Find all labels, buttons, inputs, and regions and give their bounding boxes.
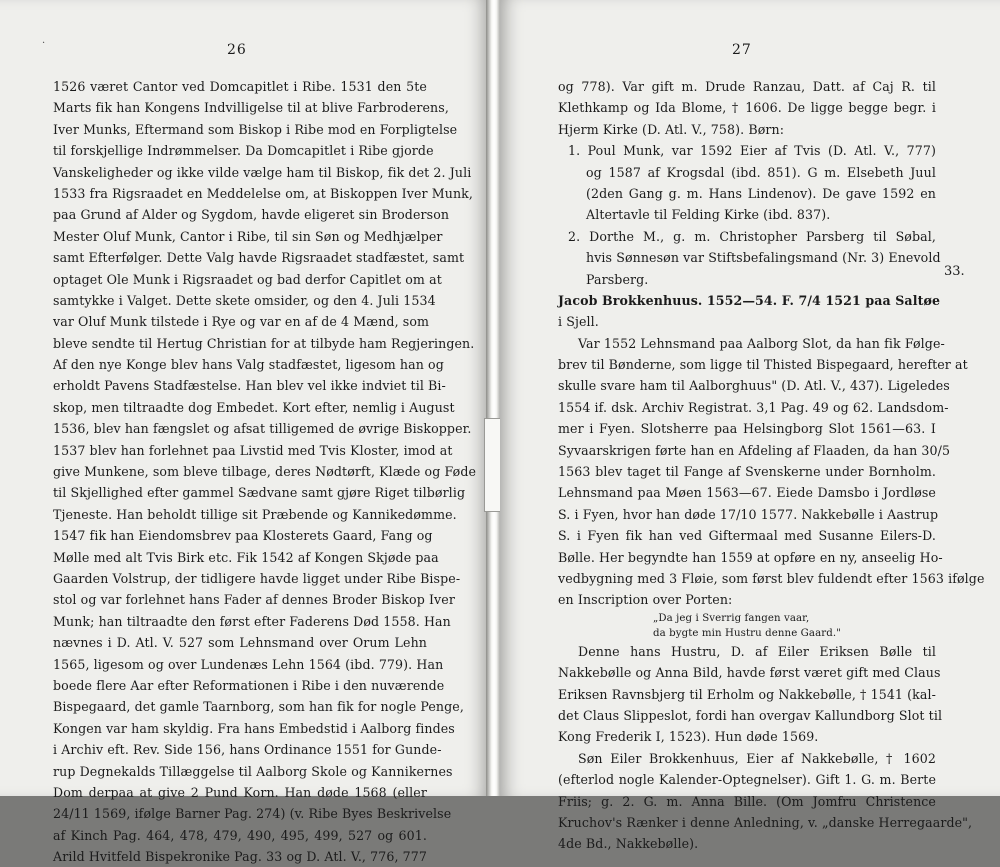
text-line: Nakkebølle og Anna Bild, havde først været gift med Claus [558, 665, 941, 681]
text-line: Iver Munks, Eftermand som Biskop i Ribe mod en Forpligtelse [53, 121, 458, 137]
text-line: var Oluf Munk tilstede i Rye og var en af de 4 Mænd, som [53, 314, 430, 330]
text-line: samtykke i Valget. Dette skete omsider, og den 4. Juli 1534 [53, 292, 436, 308]
text-line: Kong Frederik I, 1523). Hun døde 1569. [558, 729, 819, 745]
text-line: paa Grund af Alder og Sygdom, havde eligeret sin Broderson [53, 207, 450, 223]
text-line: rup Degnekalds Tillæggelse til Aalborg Skole og Kannikernes [53, 763, 453, 779]
speck-mark: · [42, 38, 46, 49]
text-line: (2den Gang g. m. Hans Lindenov). De gave 1592 en [586, 185, 936, 201]
text-line: give Munkene, som bleve tilbage, deres Nødtørft, Klæde og Føde [53, 464, 477, 480]
text-line: af Kinch Pag. 464, 478, 479, 490, 495, 499, 527 og 601. [53, 827, 427, 843]
text-line: brev til Bønderne, som ligge til Thisted Bispegaard, herefter at [558, 357, 968, 373]
text-line: 1537 blev han forlehnet paa Livstid med Tvis Kloster, imod at [53, 442, 453, 458]
text-line: 1554 if. dsk. Archiv Registrat. 3,1 Pag. 49 og 62. Landsdom- [558, 399, 949, 415]
text-line: 24/11 1569, ifølge Barner Pag. 274) (v. Ribe Byes Beskrivelse [53, 806, 452, 822]
text-line: 1547 fik han Eiendomsbrev paa Klosterets Gaard, Fang og [53, 528, 433, 544]
text-line: Denne hans Hustru, D. af Eiler Eriksen Bølle til [578, 643, 936, 659]
text-line: skulle svare ham til Aalborghuus" (D. Atl. V., 437). Ligeledes [558, 378, 950, 394]
text-line: Syvaarskrigen førte han en Afdeling af Flaaden, da han 30/5 [558, 442, 951, 458]
text-line: Kruchov's Rænker i denne Anledning, v. „danske Herregaarde", [558, 814, 973, 830]
text-line: 1563 blev taget til Fange af Svenskerne under Bornholm. [558, 464, 936, 480]
text-line: Parsberg. [586, 271, 649, 287]
text-line: Gaarden Volstrup, der tidligere havde ligget under Ribe Bispe- [53, 570, 461, 586]
entry-number: 33. [944, 264, 965, 279]
text-line: Bispegaard, det gamle Taarnborg, som han fik for nogle Penge, [53, 699, 464, 715]
text-line: Friis; g. 2. G. m. Anna Bille. (Om Jomfru Christence [558, 793, 936, 809]
text-line: Bølle. Her begyndte han 1559 at opføre en ny, anseelig Ho- [558, 549, 943, 565]
text-line: Kongen var ham skyldig. Fra hans Embedstid i Aalborg findes [53, 720, 455, 736]
text-line: til Skjellighed efter gammel Sædvane samt gjøre Riget tilbørlig [53, 485, 466, 501]
text-line: Af den nye Konge blev hans Valg stadfæstet, ligesom han og [53, 357, 444, 373]
text-line: 1533 fra Rigsraadet en Meddelelse om, at Biskoppen Iver Munk, [53, 185, 473, 201]
text-line: erholdt Pavens Stadfæstelse. Han blev vel ikke indviet til Bi- [53, 378, 446, 394]
text-line: 4de Bd., Nakkebølle). [558, 836, 699, 852]
text-line: 2. Dorthe M., g. m. Christopher Parsberg til Søbal, [568, 228, 936, 244]
text-line: vedbygning med 3 Fløie, som først blev fuldendt efter 1563 ifølge [558, 570, 985, 586]
text-line: i Sjell. [558, 314, 599, 330]
text-line: samt Efterfølger. Dette Valg havde Rigsraadet stadfæstet, samt [53, 250, 465, 266]
text-line: det Claus Slippeslot, fordi han overgav Kallundborg Slot til [558, 707, 943, 723]
text-line: Marts fik han Kongens Indvilligelse til at blive Farbroderens, [53, 100, 449, 116]
text-line: i Archiv eft. Rev. Side 156, hans Ordinance 1551 for Gunde- [53, 742, 442, 758]
left-page [0, 0, 488, 865]
text-line: Vanskeligheder og ikke vilde vælge ham til Biskop, fik det 2. Juli [53, 164, 472, 180]
text-line: 1526 været Cantor ved Domcapitlet i Ribe. 1531 den 5te [53, 79, 427, 94]
text-line: Søn Eiler Brokkenhuus, Eier af Nakkebølle, † 1602 [578, 750, 936, 766]
text-line: Dom derpaa at give 2 Pund Korn. Han døde 1568 (eller [53, 784, 427, 800]
text-line: Altertavle til Felding Kirke (ibd. 837). [586, 207, 831, 223]
text-line: Arild Hvitfeld Bispekronike Pag. 33 og D. Atl. V., 776, 777 [53, 849, 428, 865]
text-line: (efterlod nogle Kalender-Optegnelser). Gift 1. G. m. Berte [558, 772, 936, 788]
text-line: optaget Ole Munk i Rigsraadet og bad derfor Capitlet om at [53, 271, 442, 287]
text-line: 1536, blev han fængslet og afsat tilligemed de øvrige Biskopper. [53, 421, 472, 437]
page-number: 26 [227, 42, 247, 58]
text-line: Munk; han tiltraadte den først efter Faderens Død 1558. Han [53, 613, 451, 629]
inscription-line: „Da jeg i Sverrig fangen vaar, [653, 612, 810, 624]
inscription-line: da bygte min Hustru denne Gaard." [653, 627, 841, 639]
text-line: stol og var forlehnet hans Fader af dennes Broder Biskop Iver [53, 592, 455, 608]
text-line: boede flere Aar efter Reformationen i Ribe i den nuværende [53, 677, 445, 693]
text-line: hvis Sønnesøn var Stiftsbefalingsmand (Nr. 3) Enevold [586, 250, 941, 266]
text-line: nævnes i D. Atl. V. 527 som Lehnsmand over Orum Lehn [53, 635, 427, 651]
text-line: Mester Oluf Munk, Cantor i Ribe, til sin Søn og Medhjælper [53, 228, 443, 244]
text-line: og 1587 af Krogsdal (ibd. 851). G m. Elsebeth Juul [586, 164, 936, 180]
left-page-text [53, 76, 477, 867]
text-line: en Inscription over Porten: [558, 592, 733, 608]
text-line: Mølle med alt Tvis Birk etc. Fik 1542 af Kongen Skjøde paa [53, 549, 439, 565]
text-line: Eriksen Ravnsbjerg til Erholm og Nakkebølle, † 1541 (kal- [558, 686, 936, 702]
text-line: Hjerm Kirke (D. Atl. V., 758). Børn: [558, 121, 785, 137]
text-line: mer i Fyen. Slotsherre paa Helsingborg Slot 1561—63. I [558, 421, 936, 437]
entry-heading: Jacob Brokkenhuus. 1552—54. F. 7/4 1521 paa Saltøe [558, 292, 941, 308]
text-line: til forskjellige Indrømmelser. Da Domcapitlet i Ribe gjorde [53, 143, 434, 159]
text-line: bleve sendte til Hertug Christian for at tilbyde ham Regjeringen. [53, 335, 475, 351]
text-line: S. i Fyen, hvor han døde 17/10 1577. Nakkebølle i Aastrup [558, 506, 939, 522]
text-line: og 778). Var gift m. Drude Ranzau, Datt. af Caj R. til [558, 79, 936, 94]
page-number: 27 [732, 42, 752, 58]
text-line: Lehnsmand paa Møen 1563—67. Eiede Damsbo i Jordløse [558, 485, 936, 501]
right-page [500, 0, 1000, 852]
text-line: Klethkamp og Ida Blome, † 1606. De ligge begge begr. i [558, 100, 936, 116]
text-line: Var 1552 Lehnsmand paa Aalborg Slot, da han fik Følge- [578, 335, 945, 351]
text-line: 1. Poul Munk, var 1592 Eier af Tvis (D. Atl. V., 777) [568, 143, 936, 159]
text-line: 1565, ligesom og over Lundenæs Lehn 1564 (ibd. 779). Han [53, 656, 444, 672]
text-line: S. i Fyen fik han ved Giftermaal med Susanne Eilers-D. [558, 528, 936, 544]
text-line: Tjeneste. Han beholdt tillige sit Præbende og Kannikedømme. [53, 506, 457, 522]
text-line: skop, men tiltraadte dog Embedet. Kort efter, nemlig i August [53, 399, 455, 415]
